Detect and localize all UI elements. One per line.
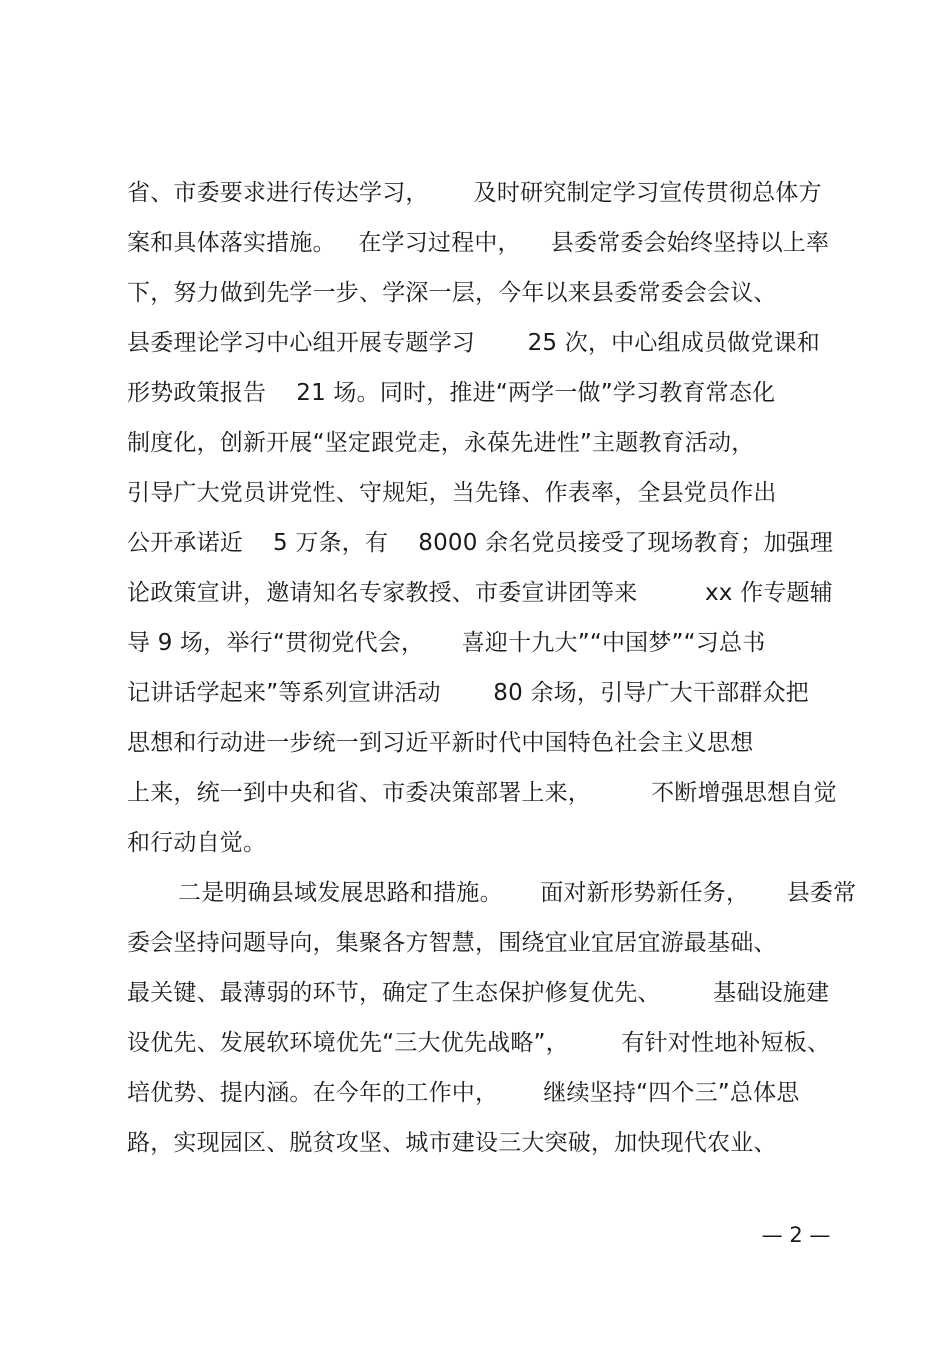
body-text-line: 下，努力做到先学一步、学深一层，今年以来县委常委会会议、	[127, 280, 777, 306]
body-text-line: 路，实现园区、脱贫攻坚、城市建设三大突破，加快现代农业、	[127, 1130, 777, 1156]
body-text-line: 和行动自觉。	[127, 830, 267, 856]
paragraph-first-line: 二是明确县域发展思路和措施。 面对新形势新任务， 县委常	[178, 880, 857, 906]
body-text-line: 形势政策报告 21 场。同时，推进“两学一做”学习教育常态化	[127, 380, 776, 406]
body-text-line: 县委理论学习中心组开展专题学习 25 次，中心组成员做党课和	[127, 330, 820, 356]
body-text-line: 导 9 场，举行“贯彻党代会， 喜迎十九大”“中国梦”“习总书	[127, 630, 766, 656]
body-text-line: 培优势、提内涵。在今年的工作中， 继续坚持“四个三”总体思	[127, 1080, 800, 1106]
body-text-line: 上来，统一到中央和省、市委决策部署上来， 不断增强思想自觉	[127, 780, 837, 806]
body-text-line: 公开承诺近 5 万条，有 8000 余名党员接受了现场教育；加强理	[127, 530, 834, 556]
body-text-line: 记讲话学起来”等系列宣讲活动 80 余场，引导广大干部群众把	[127, 680, 809, 706]
body-text-line: 制度化，创新开展“坚定跟党走，永葆先进性”主题教育活动，	[127, 430, 755, 456]
body-text-line: 省、市委要求进行传达学习， 及时研究制定学习宣传贯彻总体方	[127, 180, 822, 206]
body-text-line: 引导广大党员讲党性、守规矩，当先锋、作表率，全县党员作出	[127, 480, 777, 506]
body-text-line: 设优先、发展软环境优先“三大优先战略”， 有针对性地补短板、	[127, 1030, 831, 1056]
body-text-line: 最关键、最薄弱的环节，确定了生态保护修复优先、 基础设施建	[127, 980, 830, 1006]
body-text-line: 委会坚持问题导向，集聚各方智慧，围绕宜业宜居宜游最基础、	[127, 930, 777, 956]
page-number: — 2 —	[761, 1223, 831, 1247]
body-text-line: 论政策宣讲，邀请知名专家教授、市委宣讲团等来 xx 作专题辅	[127, 580, 833, 606]
body-text-line: 思想和行动进一步统一到习近平新时代中国特色社会主义思想	[127, 730, 754, 756]
body-text-line: 案和具体落实措施。 在学习过程中， 县委常委会始终坚持以上率	[127, 230, 830, 256]
